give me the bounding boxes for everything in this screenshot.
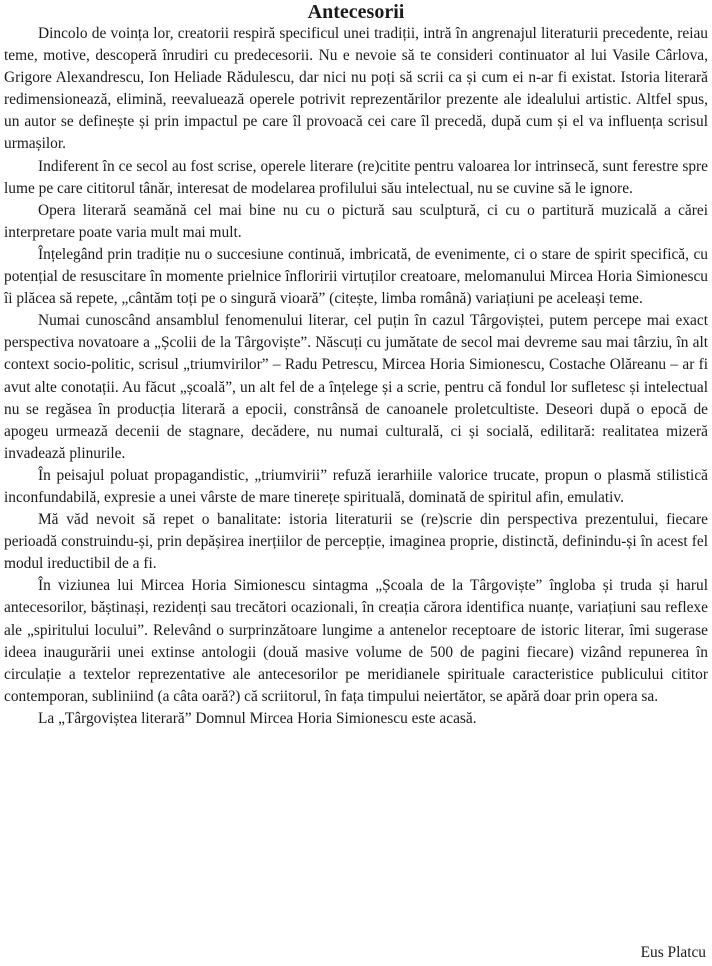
paragraph-7: Mă văd nevoit să repet o banalitate: istoria literaturii se (re)scrie din perspectiva prezentului, fiecare perioadă construindu-și, prin depășirea inerțiilor de percepție, imaginea proprie, distinctă, definindu-și în acest fel modul ireductibil de a fi. [4, 511, 708, 573]
author-signature: Eus Platcu [640, 944, 706, 961]
article-title: Antecesorii [307, 1, 405, 23]
paragraph-3: Opera literară seamănă cel mai bine nu cu o pictură sau sculptură, ci cu o partitură muzicală a cărei interpretare poate varia mult mai mult. [4, 201, 708, 241]
paragraph-6: În peisajul poluat propagandistic, „triumvirii” refuză ierarhiile valorice trucate, propun o plasmă stilistică inconfundabilă, expresie a unei vârste de mare tinerețe spirituală, dominată de spiritul afin, emulativ. [4, 466, 708, 506]
paragraph-4: Înțelegând prin tradiție nu o succesiune continuă, imbricată, de evenimente, ci o stare de spirit specifică, cu potențial de resuscitare în momente prielnice înfloririi virtuților creatoare, melomanului Mircea Horia Simionescu îi plăcea să repete, „cântăm toți pe o singură vioară” (citește, limba română) variațiuni pe aceleași teme. [4, 245, 708, 308]
paragraph-8: În viziunea lui Mircea Horia Simionescu sintagma „Școala de la Târgoviște” îngloba și truda și harul antecesorilor, băștinași, rezidenți sau trecători ocazionali, în creația cărora identifica nuanțe, variațiuni sau reflexe ale „spiritului locului”. Relevând o surprinzătoare lungime a antenelor receptoare de istoric literar, îmi sugerase ideea inaugurării unei extinse antologii (două masive volume de 500 de pagini fiecare) vizând repunerea în circulație a textelor reprezentative ale antecesorilor pe meridianele spirituale caracteristice publicului cititor contemporan, subliniind (a câta oară?) că scriitorul, în fața timpului neiertător, se apără doar prin opera sa. [4, 577, 708, 705]
paragraph-5: Numai cunoscând ansamblul fenomenului literar, cel puțin în cazul Târgoviștei, putem percepe mai exact perspectiva novatoare a „Școlii de la Târgoviște”. Născuți cu jumătate de secol mai devreme sau mai târziu, în alt context socio-politic, scrisul „triumvirilor” – Radu Petrescu, Mircea Horia Simionescu, Costache Olăreanu – ar fi avut alte conotații. Au făcut „școală”, un alt fel de a înțelege și a scrie, pentru că fondul lor sufletesc și intelectual nu se regăsea în producția literară a epocii, constrânsă de canoanele proletcultiste. Deseori după o epocă de apogeu urmează decenii de stagnare, decădere, nu numai culturală, ci și socială, edilitară: realitatea mizeră invadează plinurile. [4, 312, 708, 462]
paragraph-2: Indiferent în ce secol au fost scrise, operele literare (re)citite pentru valoarea lor intrinsecă, sunt ferestre spre lume pe care cititorul tânăr, interesat de modelarea profilului său intelectual, nu se cuvine să le ignore. [4, 157, 708, 197]
paragraph-1: Dincolo de voința lor, creatorii respiră specificul unei tradiții, intră în angrenajul literaturii precedente, reiau teme, motive, descoperă înrudiri cu predecesorii. Nu e nevoie să te consideri continuator al lui Vasile Cârlova, Grigore Alexandrescu, Ion Heliade Rădulescu, dar nici nu poți să scrii ca și cum ei n-ar fi existat. Istoria literară redimensionează, elimină, reevaluează operele potrivit reprezentărilor prezente ale idealului artistic. Altfel spus, un autor se definește și prin impactul pe care îl provoacă cei care îl precedă, după cum și el va influența scrisul urmașilor. [4, 25, 708, 153]
article [4, 0, 708, 730]
paragraph-9: La „Târgoviștea literară” Domnul Mircea Horia Simionescu este acasă. [38, 709, 477, 727]
